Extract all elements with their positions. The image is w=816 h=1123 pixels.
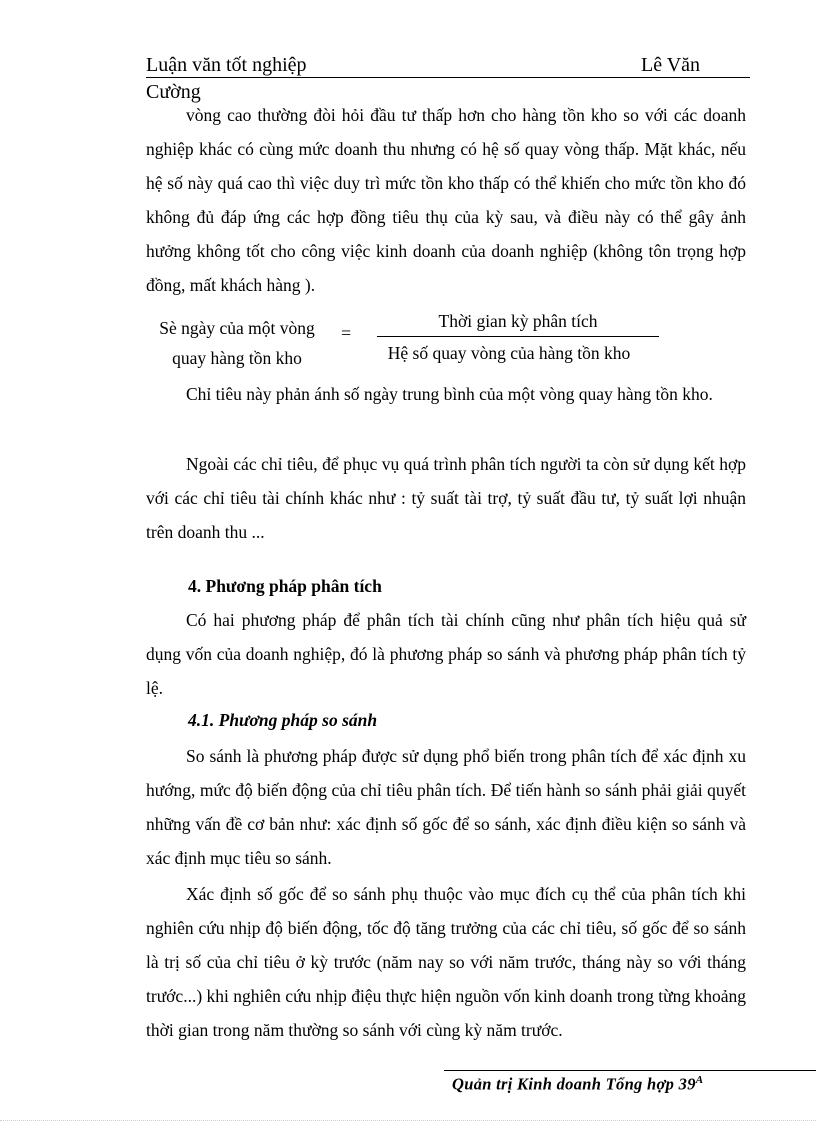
page-bottom-border xyxy=(0,1120,816,1121)
formula-denominator: Hệ số quay vòng của hàng tồn kho xyxy=(387,343,631,363)
footer-superscript: A xyxy=(695,1074,704,1086)
paragraph-other-indicators: Ngoài các chỉ tiêu, để phục vụ quá trình phân tích người ta còn sử dụng kết hợp với các chỉ tiêu tài chính khác như : tỷ suất tài trợ, tỷ suất đầu tư, tỷ suất lợi nhuận trên doanh thu ... xyxy=(146,454,746,542)
paragraph-comparison-method: So sánh là phương pháp được sử dụng phổ biến trong phân tích để xác định xu hướng, mức độ biến động của chỉ tiêu phân tích. Để tiến hành so sánh phải giải quyết những vấn đề cơ bản như: xác định số gốc để so sánh, xác định điều kiện so sánh và xác định mục tiêu so sánh. xyxy=(146,746,746,868)
header-author: Lê Văn xyxy=(641,54,701,76)
formula-left-line2: quay hàng tồn kho xyxy=(172,348,302,368)
paragraph-indicator-meaning: Chỉ tiêu này phản ánh số ngày trung bình của một vòng quay hàng tồn kho. xyxy=(186,384,713,404)
heading-section-4-1: 4.1. Phương pháp so sánh xyxy=(188,710,378,730)
footer-label: Quản trị Kinh doanh Tổng hợp 39 xyxy=(452,1074,696,1094)
formula-equals: = xyxy=(341,323,352,343)
paragraph-inventory-turnover: vòng cao thường đòi hỏi đầu tư thấp hơn cho hàng tồn kho so với các doanh nghiệp khác có cùng mức doanh thu nhưng có hệ số quay vòng thấp. Mặt khác, nếu hệ số này quá cao thì việc duy trì mức tồn kho thấp có thể khiến cho mức tồn kho đó không đủ đáp ứng các hợp đồng tiêu thụ của kỳ sau, và điều này có thể gây ảnh hưởng không tốt cho công việc kinh doanh của doanh nghiệp (không tôn trọng hợp đồng, mất khách hàng ). xyxy=(146,105,746,295)
header-author-continued: Cường xyxy=(146,81,201,103)
footer-text xyxy=(452,1074,703,1095)
paragraph-base-number: Xác định số gốc để so sánh phụ thuộc vào mục đích cụ thể của phân tích khi nghiên cứu nhịp độ biến động, tốc độ tăng trưởng của các chỉ tiêu, số gốc để so sánh là trị số của chỉ tiêu ở kỳ trước (năm nay so với năm trước, tháng này so với tháng trước...) khi nghiên cứu nhịp điệu thực hiện nguồn vốn kinh doanh trong từng khoảng thời gian trong năm thường so sánh với cùng kỳ năm trước. xyxy=(146,884,746,1040)
heading-section-4: 4. Phương pháp phân tích xyxy=(188,576,382,596)
formula-left-line1: Sè ngày của một vòng xyxy=(159,318,315,338)
footer-rule xyxy=(444,1070,816,1071)
header-title: Luận văn tốt nghiệp xyxy=(146,54,307,76)
paragraph-analysis-methods: Có hai phương pháp để phân tích tài chính cũng như phân tích hiệu quả sử dụng vốn của doanh nghiệp, đó là phương pháp so sánh và phương pháp phân tích tỷ lệ. xyxy=(146,610,746,698)
header-rule xyxy=(146,77,750,78)
formula-fraction-bar xyxy=(377,336,659,337)
formula-numerator: Thời gian kỳ phân tích xyxy=(438,311,598,331)
